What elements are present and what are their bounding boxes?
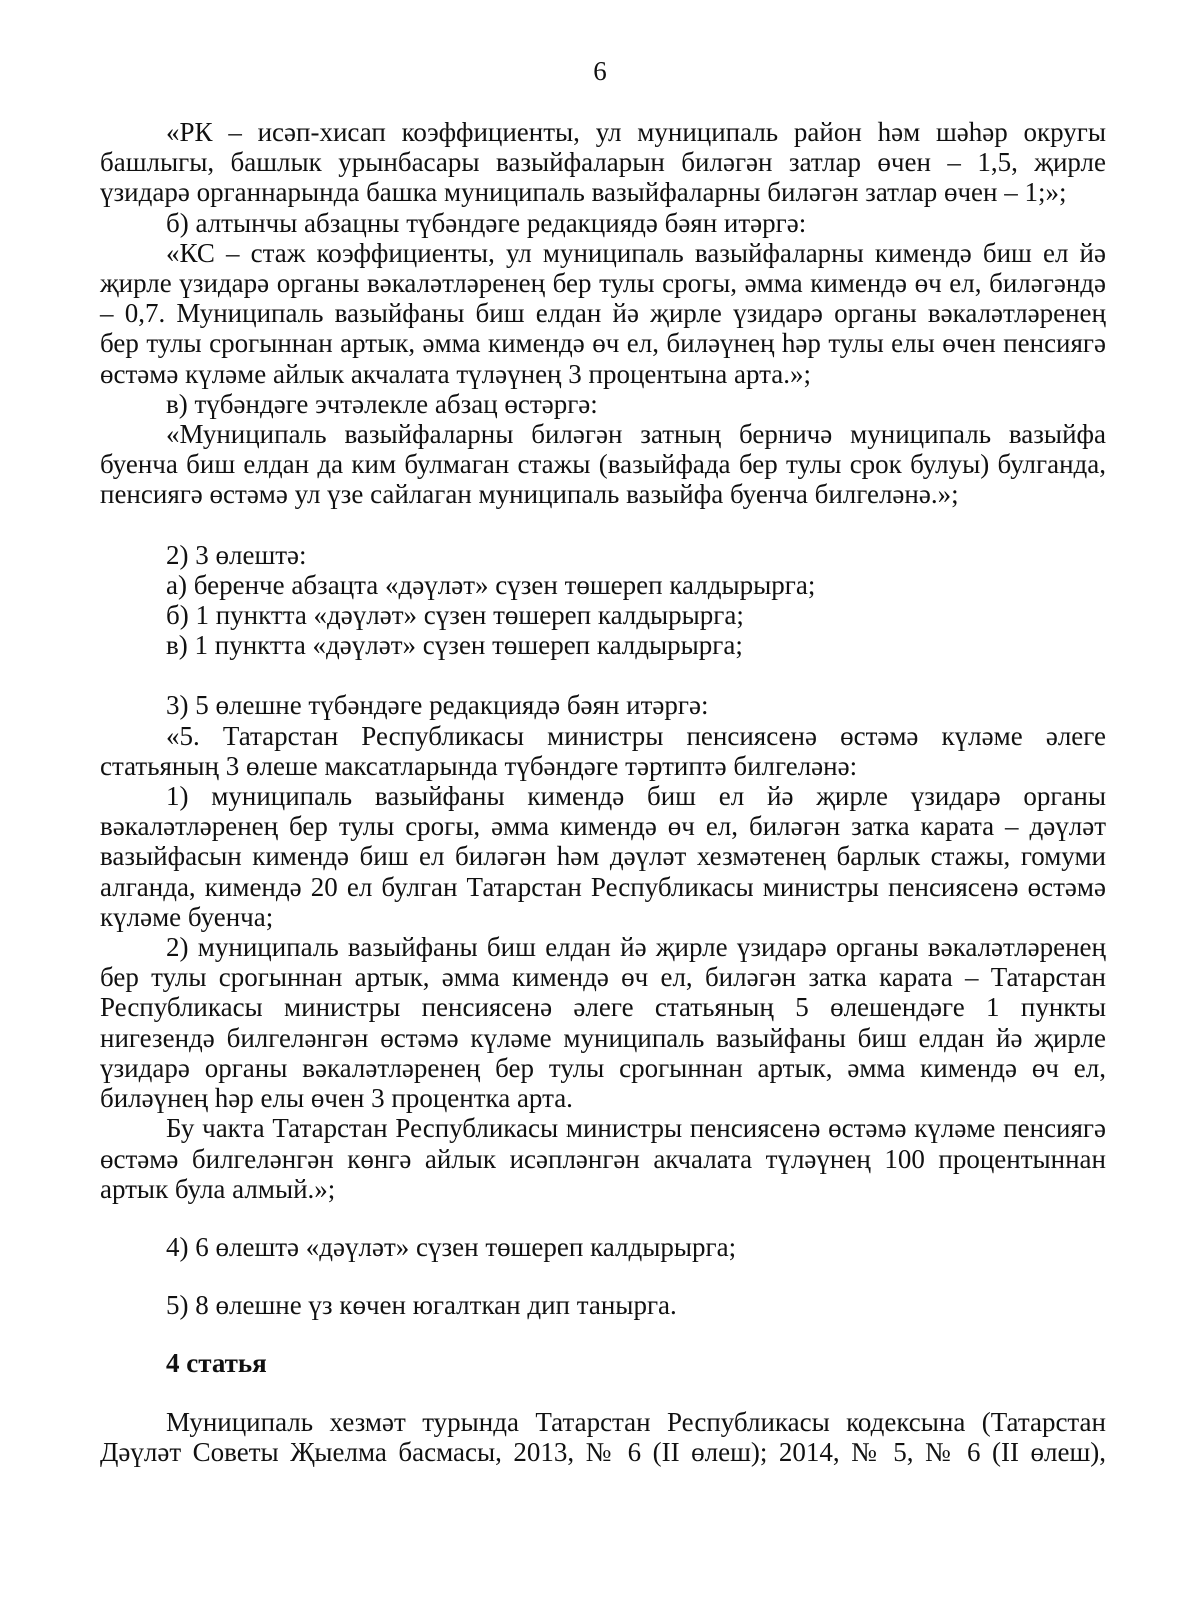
spacer: [100, 510, 1106, 540]
paragraph-item-v: в) түбәндәге эчтәлекле абзац өстәргә:: [166, 388, 598, 419]
paragraph-part-3-b: б) 1 пунктта «дәүләт» сүзен төшереп калдырырга;: [166, 600, 744, 631]
document-body: [100, 117, 1106, 1467]
page-number: 6: [593, 56, 607, 86]
spacer: [100, 1204, 1106, 1232]
spacer: [100, 660, 1106, 690]
paragraph-part-3-v: в) 1 пунктта «дәүләт» сүзен төшереп калдырырга;: [166, 630, 743, 661]
paragraph-part-5-item-1: 1) муниципаль вазыйфаны кимендә биш ел йә җирле үзидарә органы вәкаләтләренең бер тулы срогы, әмма кимендә өч ел, биләгән затка карата – дәүләт вазыйфасын кимендә биш ел биләгән һәм дәүләт хезмәтенең барлык стажы, гомуми алганда, кимендә 20 ел булган Татарстан Республикасы министры пенсиясенә өстәмә күләме буенча;: [100, 781, 1106, 932]
spacer: [100, 1379, 1106, 1407]
spacer: [100, 1320, 1106, 1348]
paragraph-ks-coefficient: «КС – стаж коэффициенты, ул муниципаль вазыйфаларны кимендә биш ел йә җирле үзидарә органы вәкаләтләренең бер тулы срогы, әмма кимендә өч ел, биләгәндә – 0,7. Муниципаль вазыйфаны биш елдан йә җирле үзидарә органы вәкаләтләренең бер тулы срогыннан артык, әмма кимендә өч ел, биләүнең һәр тулы елы өчен пенсиягә өстәмә күләме айлык акчалата түләүнең 3 процентына арта.»;: [100, 237, 1106, 389]
article-heading: 4 статья: [166, 1348, 267, 1379]
paragraph-part-6: 4) 6 өлештә «дәүләт» сүзен төшереп калдырырга;: [166, 1231, 737, 1262]
paragraph-limit: Бу чакта Татарстан Республикасы министры пенсиясенә өстәмә күләме пенсиягә өстәмә билгеләнгән көнгә айлык исәпләнгән акчалата түләүнең 100 процентыннан артык була алмый.»;: [100, 1113, 1106, 1204]
paragraph-part-5-text: «5. Татарстан Республикасы министры пенсиясенә өстәмә күләме әлеге статьяның 3 өлеше максатларында түбәндәге тәртиптә билгеләнә:: [100, 720, 1106, 781]
paragraph-part-3-a: а) беренче абзацта «дәүләт» сүзен төшереп калдырырга;: [166, 569, 816, 600]
paragraph-item-b: б) алтынчы абзацны түбәндәге редакциядә бәян итәргә:: [166, 207, 807, 238]
paragraph-article-4: Муниципаль хезмәт турында Татарстан Республикасы кодексына (Татарстан Дәүләт Советы Җыелма басмасы, 2013, № 6 (II өлеш); 2014, № 5, № 6 (II өлеш),: [100, 1406, 1106, 1467]
paragraph-multiple-positions: «Муниципаль вазыйфаларны биләгән затның берничә муниципаль вазыйфа буенча биш елдан да ким булмаган стажы (вазыйфада бер тулы срок булуы) булганда, пенсиягә өстәмә ул үзе сайлаган муниципаль вазыйфа буенча билгеләнә.»;: [100, 419, 1106, 510]
paragraph-part-3: 2) 3 өлештә:: [166, 539, 307, 570]
paragraph-rk-coefficient: «РК – исәп-хисап коэффициенты, ул муниципаль район һәм шәһәр округы башлыгы, башлык урынбасары вазыйфаларын биләгән затлар өчен – 1,5, җирле үзидарә органнарында башка муниципаль вазыйфаларны биләгән затлар өчен – 1;»;: [100, 117, 1106, 208]
paragraph-part-5-intro: 3) 5 өлешне түбәндәге редакциядә бәян итәргә:: [166, 690, 709, 721]
paragraph-part-8: 5) 8 өлешне үз көчен югалткан дип танырга.: [166, 1290, 677, 1321]
spacer: [100, 1262, 1106, 1290]
paragraph-part-5-item-2: 2) муниципаль вазыйфаны биш елдан йә җирле үзидарә органы вәкаләтләренең бер тулы срогыннан артык, әмма кимендә өч ел, биләгән затка карата – Татарстан Республикасы министры пенсиясенә әлеге статьяның 5 өлешендәге 1 пункты нигезендә билгеләнгән өстәмә күләме муниципаль вазыйфаны биш елдан йә җирле үзидарә органы вәкаләтләренең бер тулы срогыннан артык, әмма кимендә өч ел, биләүнең һәр елы өчен 3 процентка арта.: [100, 932, 1106, 1114]
